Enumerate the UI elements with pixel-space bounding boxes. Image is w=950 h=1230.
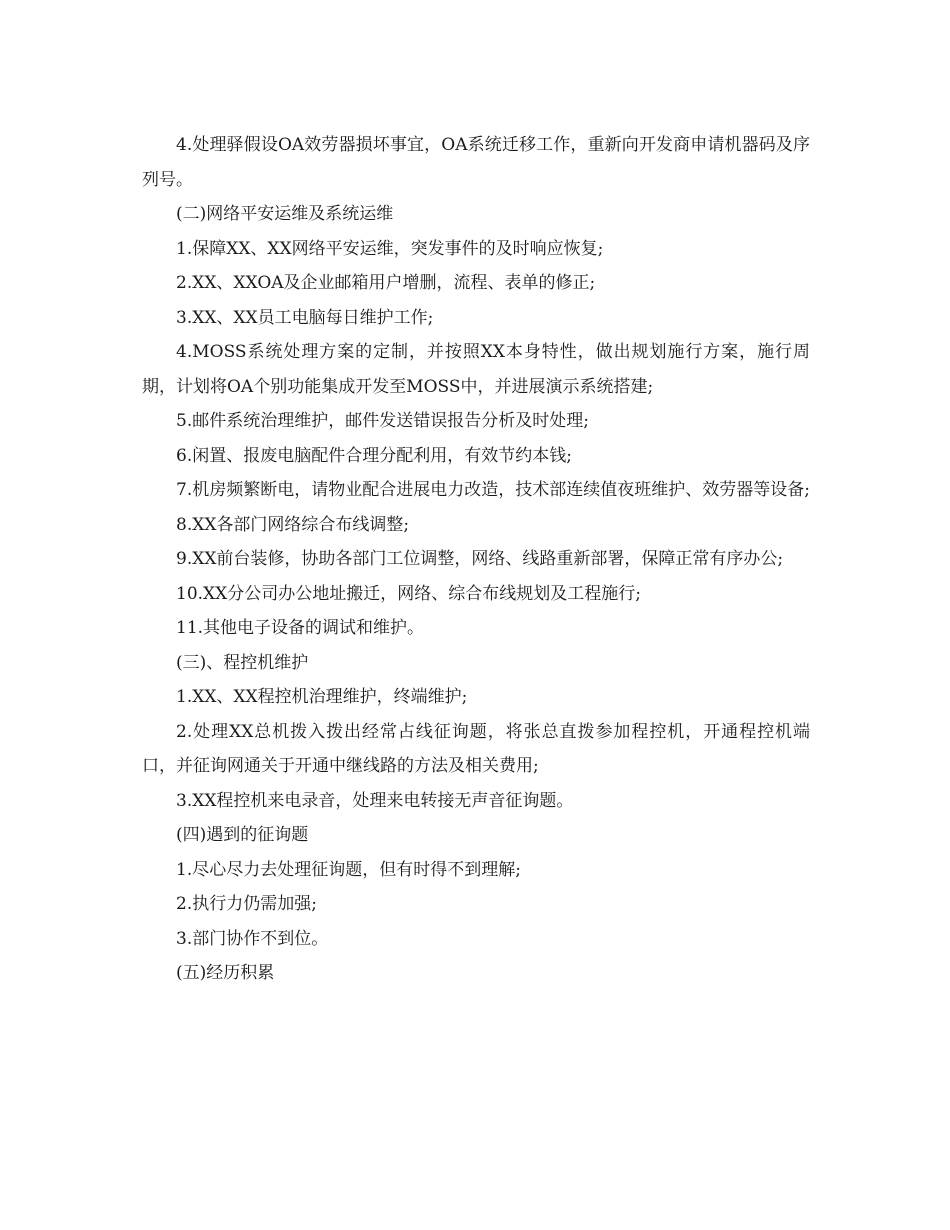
list-item-moss-plan: 4.MOSS系统处理方案的定制，并按照XX本身特性，做出规划施行方案，施行周期，计划将OA个别功能集成开发至MOSS中，并进展演示系统搭建;: [142, 342, 810, 397]
list-item-oa-mail-users: 2.XX、XXOA及企业邮箱用户增删，流程、表单的修正;: [176, 273, 596, 293]
list-item-front-desk: 9.XX前台装修，协助各部门工位调整，网络、线路重新部署，保障正常有序办公;: [176, 549, 784, 569]
list-item-network-security: 1.保障XX、XX网络平安运维，突发事件的及时响应恢复;: [176, 238, 604, 259]
list-item-other-devices: 11.其他电子设备的调试和维护。: [176, 618, 425, 638]
list-item-call-recording: 3.XX程控机来电录音，处理来电转接无声音征询题。: [176, 790, 574, 811]
list-item-server-room-power: 7.机房频繁断电，请物业配合进展电力改造，技术部连续值夜班维护、效劳器等设备;: [176, 480, 810, 500]
heading-problems: (四)遇到的征询题: [176, 825, 309, 845]
list-item-pc-parts: 6.闲置、报废电脑配件合理分配利用，有效节约本钱;: [176, 445, 572, 466]
list-item-coordination: 3.部门协作不到位。: [176, 928, 329, 949]
list-item-understanding: 1.尽心尽力去处理征询题，但有时得不到理解;: [176, 859, 521, 880]
paragraph-oa-server-migration: 4.处理驿假设OA效劳器损坏事宜，OA系统迁移工作，重新向开发商申请机器码及序列号。: [142, 135, 810, 190]
list-item-mail-system: 5.邮件系统治理维护，邮件发送错误报告分析及时处理;: [176, 411, 589, 431]
list-item-execution: 2.执行力仍需加强;: [176, 894, 317, 914]
list-item-pbx-terminals: 1.XX、XX程控机治理维护，终端维护;: [176, 687, 468, 707]
list-item-pc-maintenance: 3.XX、XX员工电脑每日维护工作;: [176, 307, 434, 328]
list-item-branch-relocation: 10.XX分公司办公地址搬迁，网络、综合布线规划及工程施行;: [176, 583, 641, 604]
document-body: [142, 128, 810, 991]
heading-network-security-ops: (二)网络平安运维及系统运维: [176, 204, 394, 224]
heading-experience: (五)经历积累: [176, 963, 275, 983]
list-item-cabling: 8.XX各部门网络综合布线调整;: [176, 514, 410, 535]
list-item-switchboard: 2.处理XX总机拨入拨出经常占线征询题，将张总直拨参加程控机，开通程控机端口，并征询网通关于开通中继线路的方法及相关费用;: [142, 721, 810, 776]
heading-pbx-maintenance: (三)、程控机维护: [176, 652, 309, 673]
